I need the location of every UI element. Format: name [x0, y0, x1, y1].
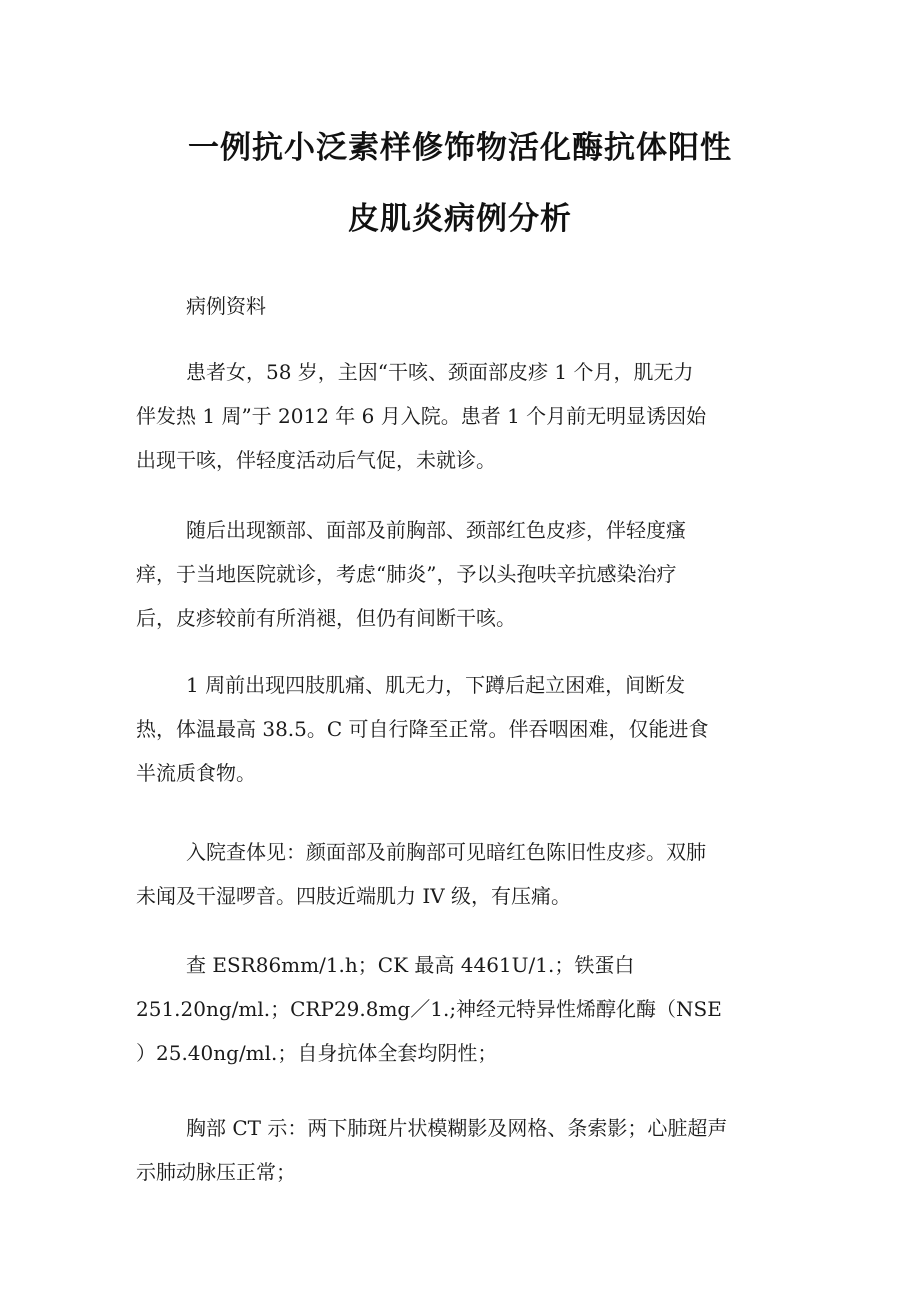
paragraph-line: ）25.40ng/ml.；自身抗体全套均阴性； — [136, 1041, 498, 1065]
paragraph-line: 随后出现额部、面部及前胸部、颈部红色皮疹，伴轻度瘙 — [186, 518, 686, 542]
paragraph-line: 入院查体见：颜面部及前胸部可见暗红色陈旧性皮疹。双肺 — [186, 840, 706, 864]
paragraph-line: 痒，于当地医院就诊，考虑“肺炎”，予以头孢呋辛抗感染治疗 — [136, 562, 677, 586]
paragraph-line: 未闻及干湿啰音。四肢近端肌力 IV 级，有压痛。 — [136, 884, 572, 908]
section-heading-text: 病例资料 — [186, 294, 266, 318]
paragraph-line: 热，体温最高 38.5。C 可自行降至正常。伴吞咽困难，仅能进食 — [136, 717, 709, 741]
paragraph-muscle-symptoms — [136, 663, 786, 795]
paragraph-line: 后，皮疹较前有所消褪，但仍有间断干咳。 — [136, 606, 516, 630]
paragraph-line: 胸部 CT 示：两下肺斑片状模糊影及网格、条索影；心脏超声 — [186, 1116, 728, 1140]
paragraph-line: 251.20ng/ml.；CRP29.8mg／1.;神经元特异性烯醇化酶（NSE — [136, 997, 722, 1021]
document-title-line-1: 一例抗小泛素样修饰物活化酶抗体阳性 — [188, 130, 732, 166]
paragraph-line: 伴发热 1 周”于 2012 年 6 月入院。患者 1 个月前无明显诱因始 — [136, 404, 707, 428]
paragraph-line: 查 ESR86mm/1.h；CK 最高 4461U/1.；铁蛋白 — [186, 953, 635, 977]
paragraph-lab-results — [136, 943, 786, 1075]
document-title-line-2: 皮肌炎病例分析 — [348, 201, 572, 237]
paragraph-physical-exam — [136, 830, 786, 918]
paragraph-line: 半流质食物。 — [136, 761, 256, 785]
section-heading — [136, 284, 786, 328]
paragraph-line: 患者女，58 岁，主因“干咳、颈面部皮疹 1 个月，肌无力 — [186, 360, 694, 384]
paragraph-rash-history — [136, 508, 786, 640]
paragraph-line: 出现干咳，伴轻度活动后气促，未就诊。 — [136, 448, 496, 472]
paragraph-chief-complaint — [136, 350, 786, 482]
paragraph-line: 1 周前出现四肢肌痛、肌无力，下蹲后起立困难，间断发 — [186, 673, 686, 697]
paragraph-imaging — [136, 1106, 786, 1194]
paragraph-line: 示肺动脉压正常； — [136, 1160, 296, 1184]
